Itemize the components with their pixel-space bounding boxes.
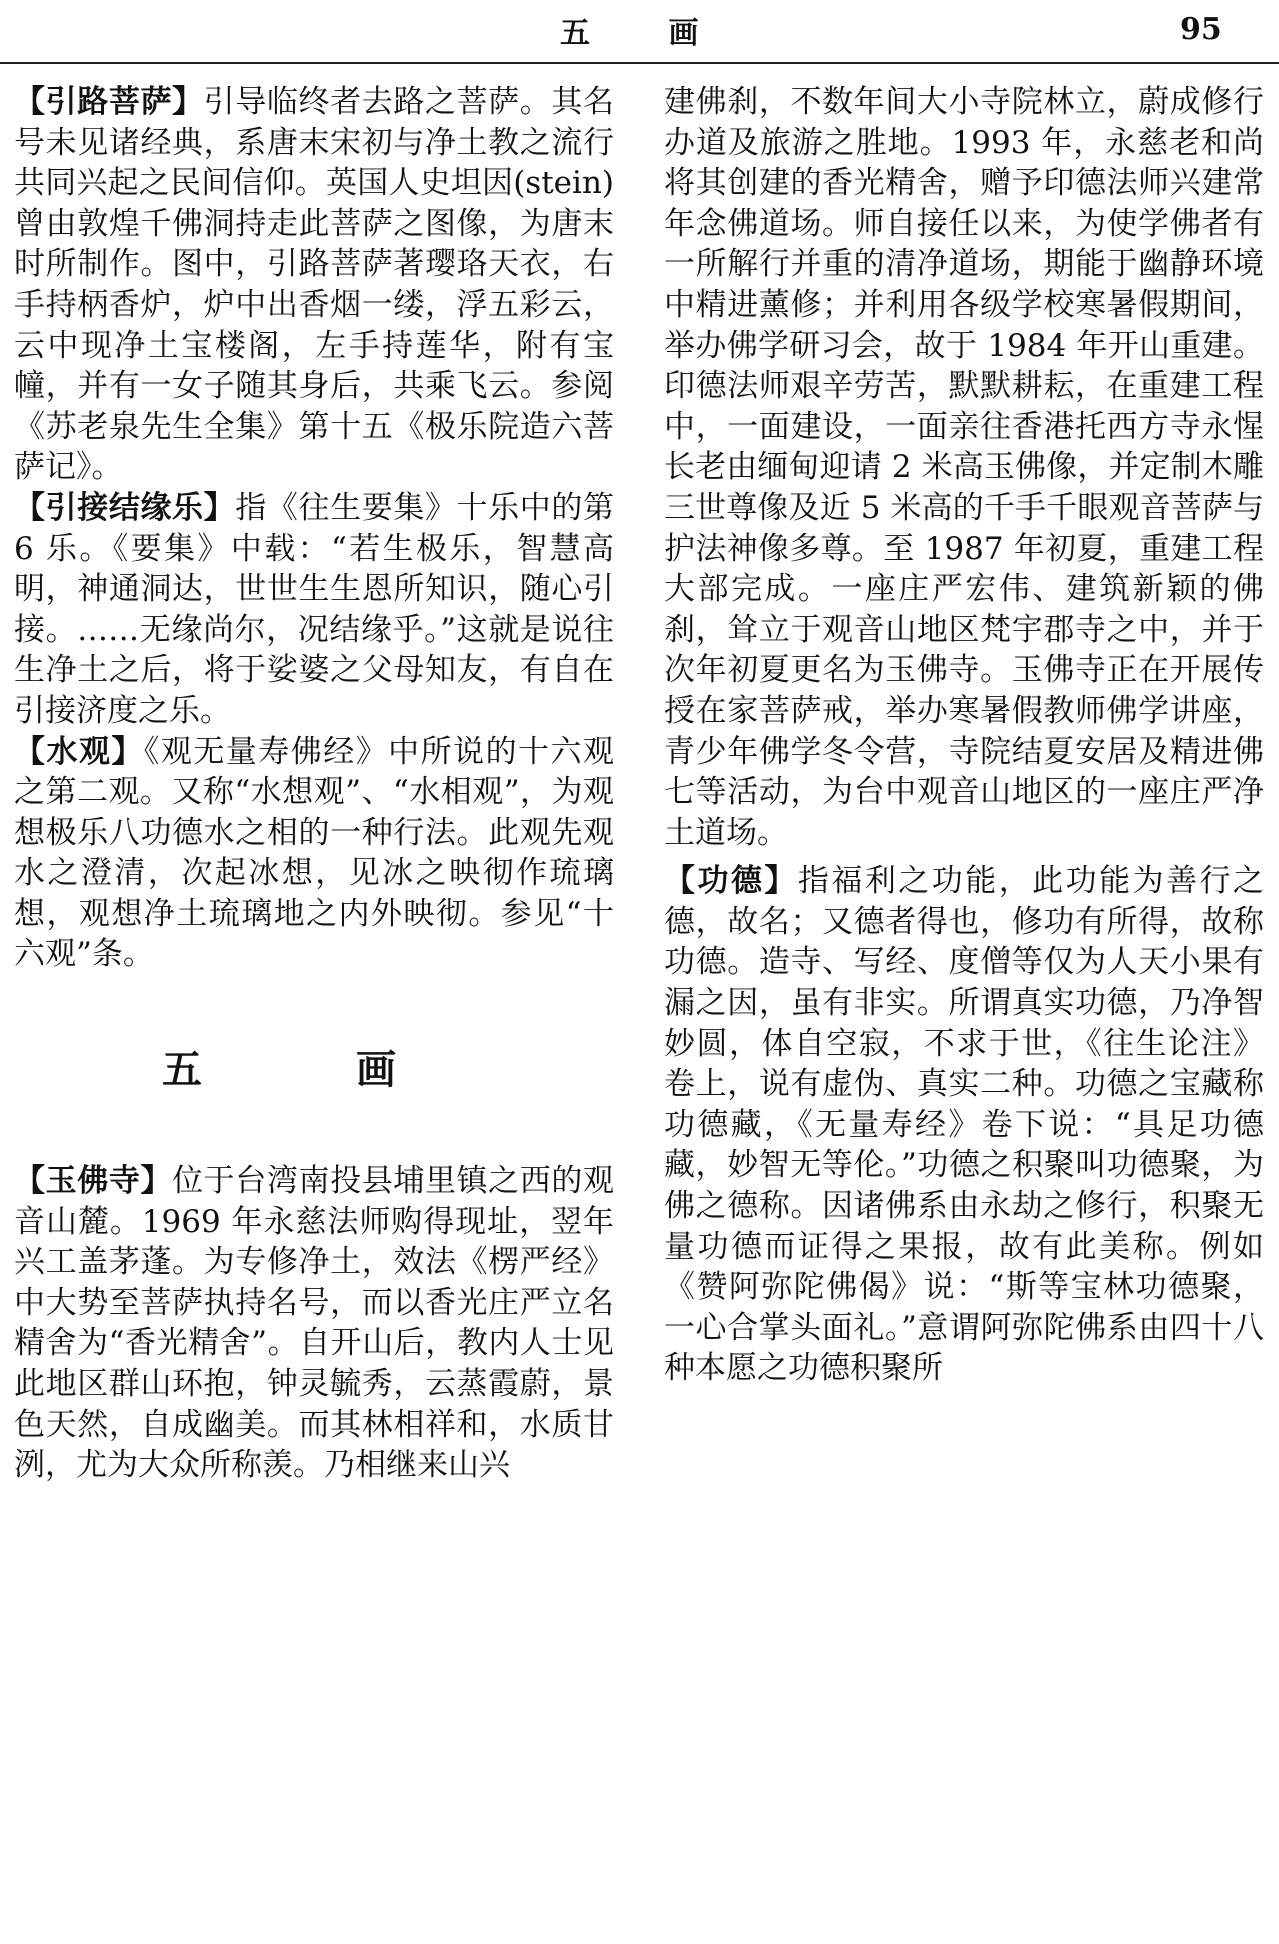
entry-text: 指福利之功能，此功能为善行之德，故名；又德者得也，修功有所得，故称功德。造寺、写经、度僧等仅为人天小果有漏之因，虽有非实。所谓真实功德，乃净智妙圆，体自空寂，不求于世，《往生论注》卷上，说有虚伪、真实二种。功德之宝藏称功德藏，《无量寿经》卷下说：“具足功德藏，妙智无等伦。”功德之积聚叫功德聚，为佛之德称。因诸佛系由永劫之修行，积聚无量功德而证得之果报，故有此美称。例如《赞阿弥陀佛偈》说：“斯等宝林功德聚，一心合掌头面礼。”意谓阿弥陀佛系由四十八种本愿之功德积聚所 <box>664 863 1265 1387</box>
section-heading: 五 画 <box>162 1046 466 1094</box>
header-title: 五 画 <box>560 16 733 51</box>
entry-text: 《观无量寿佛经》中所说的十六观之第二观。又称“水想观”、“水相观”，为观想极乐八功德水之相的一种行法。此观先观水之澄清，次起冰想，见冰之映彻作琉璃想，观想净土琉璃地之内外映彻。参见“十六观”条。 <box>14 733 615 973</box>
entry-text: 引导临终者去路之菩萨。其名号未见诸经典，系唐末宋初与净土教之流行共同兴起之民间信仰。英国人史坦因(stein)曾由敦煌千佛洞持走此菩萨之图像，为唐末时所制作。图中，引路菩萨著璎珞天衣，右手持柄香炉，炉中出香烟一缕，浮五彩云，云中现净土宝楼阁，左手持莲华，附有宝幢，并有一女子随其身后，共乘飞云。参阅《苏老泉先生全集》第十五《极乐院造六菩萨记》。 <box>14 84 615 486</box>
entry-gongde <box>664 861 1264 1389</box>
entry-term: 【水观】 <box>14 733 144 770</box>
entry-yinjie-jieyuan-le <box>14 488 614 732</box>
entry-term: 【玉佛寺】 <box>14 1163 173 1200</box>
entry-yufo-si <box>14 1161 614 1486</box>
right-column <box>664 82 1264 1389</box>
header-divider <box>0 62 1279 64</box>
entry-text: 指《往生要集》十乐中的第 6 乐。《要集》中载：“若生极乐，智慧高明，神通洞达，世世生生恩所知识，随心引接。……无缘尚尔，况结缘乎。”这就是说往生净土之后，将于娑婆之父母知友，有自在引接济度之乐。 <box>14 489 615 729</box>
entry-yinlu-pusa <box>14 82 614 488</box>
entry-term: 【引路菩萨】 <box>14 84 204 120</box>
entry-shuiguan <box>14 732 614 976</box>
entry-yufo-si-continued: 建佛刹，不数年间大小寺院林立，蔚成修行办道及旅游之胜地。1993 年，永慈老和尚将其创建的香光精舍，赠予印德法师兴建常年念佛道场。师自接任以来，为使学佛者有一所解行并重的清净道场，期能于幽静环境中精进薰修；并利用各级学校寒暑假期间，举办佛学研习会，故于 1984 年开山重建。印德法师艰辛劳苦，默默耕耘，在重建工程中，一面建设，一面亲往香港托西方寺永惺长老由缅甸迎请 2 米高玉佛像，并定制木雕三世尊像及近 5 米高的千手千眼观音菩萨与护法神像多尊。至 1987 年初夏，重建工程大部完成。一座庄严宏伟、建筑新颖的佛刹，耸立于观音山地区梵宇郡寺之中，并于次年初夏更名为玉佛寺。玉佛寺正在开展传授在家菩萨戒，举办寒暑假教师佛学讲座，青少年佛学冬令营，寺院结夏安居及精进佛七等活动，为台中观音山地区的一座庄严净土道场。 <box>664 84 1264 851</box>
entry-term: 【功德】 <box>664 863 798 900</box>
entry-text: 位于台湾南投县埔里镇之西的观音山麓。1969 年永慈法师购得现址，翌年兴工盖茅蓬。为专修净土，效法《楞严经》中大势至菩萨执持名号，而以香光庄严立名精舍为“香光精舍”。自开山后，教内人士见此地区群山环抱，钟灵毓秀，云蒸霞蔚，景色天然，自成幽美。而其林相祥和，水质甘洌，尤为大众所称羡。乃相继来山兴 <box>14 1163 615 1484</box>
page-number: 95 <box>1180 12 1222 47</box>
left-column <box>14 82 614 1486</box>
entry-term: 【引接结缘乐】 <box>14 489 236 526</box>
